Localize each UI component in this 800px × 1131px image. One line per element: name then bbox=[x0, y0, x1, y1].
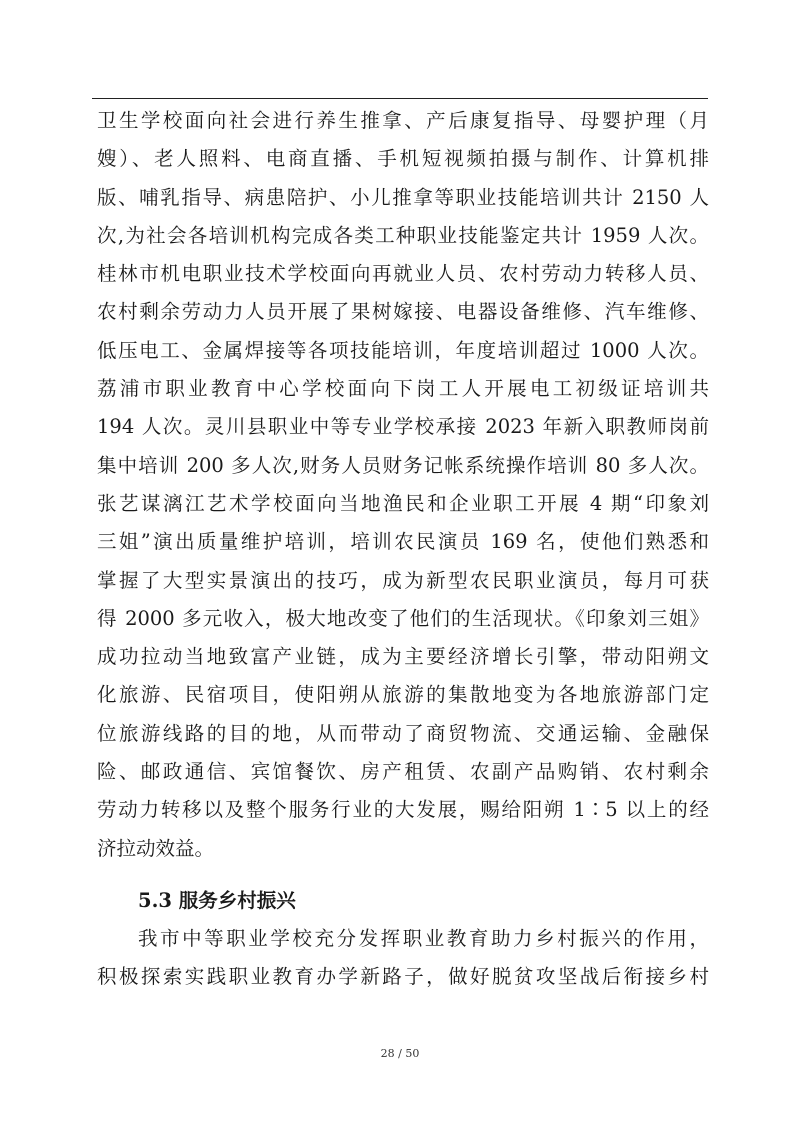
text-line: 卫生学校面向社会进行养生推拿、产后康复指导、母婴护理（月 bbox=[97, 109, 709, 132]
text-line: 我市中等职业学校充分发挥职业教育助力乡村振兴的作用， bbox=[138, 927, 709, 950]
text-line: 嫂）、老人照料、电商直播、手机短视频拍摄与制作、计算机排 bbox=[97, 147, 709, 171]
text-line: 低压电工、金属焊接等各项技能培训，年度培训超过 1000 人次。 bbox=[97, 338, 709, 362]
text-line: 集中培训 200 多人次,财务人员财务记帐系统操作培训 80 多人次。 bbox=[97, 453, 709, 477]
text-line: 194 人次。灵川县职业中等专业学校承接 2023 年新入职教师岗前 bbox=[97, 415, 709, 439]
page-number: 28 / 50 bbox=[380, 1047, 420, 1060]
text-line: 位旅游线路的目的地，从而带动了商贸物流、交通运输、金融保 bbox=[97, 721, 709, 745]
section-heading: 5.3 服务乡村振兴 bbox=[138, 889, 296, 912]
text-line: 险、邮政通信、宾馆餐饮、房产租赁、农副产品购销、农村剩余 bbox=[97, 760, 709, 784]
body-paragraph-training bbox=[97, 102, 709, 868]
body-paragraph-rural-revitalization bbox=[97, 920, 709, 997]
text-line: 张艺谋漓江艺术学校面向当地渔民和企业职工开展 4 期“印象刘 bbox=[97, 491, 709, 515]
text-line: 次,为社会各培训机构完成各类工种职业技能鉴定共计 1959 人次。 bbox=[97, 223, 709, 247]
header-rule bbox=[92, 98, 708, 99]
text-line: 得 2000 多元收入，极大地改变了他们的生活现状。《印象刘三姐》 bbox=[97, 606, 709, 630]
text-line: 劳动力转移以及整个服务行业的大发展，赐给阳朔 1∶5 以上的经 bbox=[97, 798, 709, 822]
text-line: 桂林市机电职业技术学校面向再就业人员、农村劳动力转移人员、 bbox=[97, 262, 709, 286]
text-line: 掌握了大型实景演出的技巧，成为新型农民职业演员，每月可获 bbox=[97, 568, 709, 592]
text-line: 农村剩余劳动力人员开展了果树嫁接、电器设备维修、汽车维修、 bbox=[97, 300, 709, 324]
text-line: 成功拉动当地致富产业链，成为主要经济增长引擎，带动阳朔文 bbox=[97, 645, 709, 669]
text-line: 济拉动效益。 bbox=[97, 836, 215, 860]
text-line: 版、哺乳指导、病患陪护、小儿推拿等职业技能培训共计 2150 人 bbox=[97, 185, 709, 209]
text-line: 三姐”演出质量维护培训，培训农民演员 169 名，使他们熟悉和 bbox=[97, 530, 709, 554]
text-line: 荔浦市职业教育中心学校面向下岗工人开展电工初级证培训共 bbox=[97, 377, 709, 401]
text-line: 化旅游、民宿项目，使阳朔从旅游的集散地变为各地旅游部门定 bbox=[97, 683, 709, 707]
text-line: 积极探索实践职业教育办学新路子，做好脱贫攻坚战后衔接乡村 bbox=[97, 965, 709, 989]
